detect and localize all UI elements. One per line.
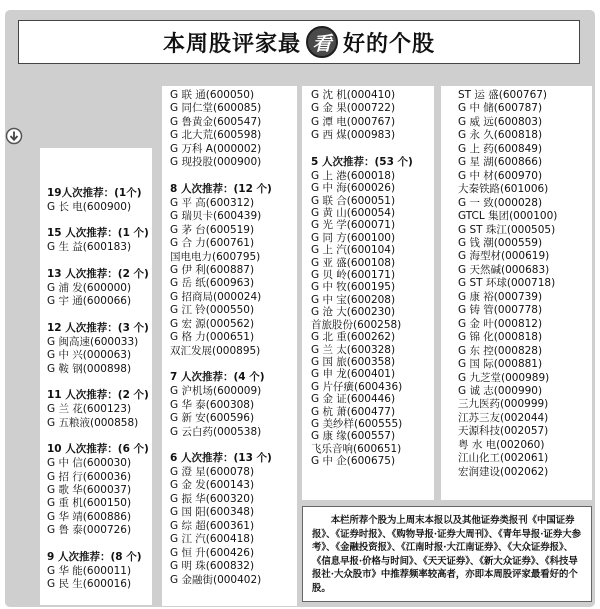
group-header: 12 人次推荐：(3 个) <box>47 321 149 334</box>
stock-item: 首旅股份(600258) <box>311 318 402 331</box>
page-title-prefix: 本周股评家最 <box>162 31 301 57</box>
stock-item: G 沪机场(600009) <box>170 385 262 398</box>
stock-item: G 五粮液(000858) <box>47 416 139 429</box>
stock-item: G 现投股(000900) <box>170 156 262 169</box>
stock-item: G 金融街(000402) <box>170 573 262 586</box>
stock-item: G 中 材(600970) <box>458 169 543 182</box>
stock-item: 江苏三友(002044) <box>458 411 549 424</box>
stock-item: G 新 安(600596) <box>170 412 255 425</box>
stock-item: 飞乐音响(600651) <box>311 442 402 455</box>
recommend-group <box>47 550 152 592</box>
stock-item: G 明 珠(600832) <box>170 560 255 573</box>
stock-item: G 鲁 泰(000726) <box>47 524 132 537</box>
stock-item: G 上 药(600849) <box>458 142 543 155</box>
stock-item: G 中 牧(600195) <box>311 281 396 294</box>
stock-item: G 北大荒(600598) <box>170 129 262 142</box>
stock-item: G 中 储(600787) <box>458 102 543 115</box>
stock-item: ST 运 盛(600767) <box>458 89 548 101</box>
stock-item: G 北 重(600262) <box>311 331 396 344</box>
stock-item: G 综 超(600361) <box>170 519 255 532</box>
recommend-group <box>170 89 297 170</box>
stock-item: G 沧 大(600230) <box>311 306 396 319</box>
group-header: 15 人次推荐：(1 个) <box>47 227 149 240</box>
group-header: 5 人次推荐：(53 个) <box>311 155 413 168</box>
group-header: 10 人次推荐：(6 个) <box>47 443 149 456</box>
stock-item: G 瑞贝卡(600439) <box>170 210 262 223</box>
title-banner <box>18 20 580 64</box>
stock-item: 国电电力(600795) <box>170 250 261 263</box>
stock-item: G 上 港(600018) <box>311 169 396 182</box>
stock-item: G 西 煤(000983) <box>311 129 396 142</box>
stock-item: G 永 久(600818) <box>458 129 543 142</box>
stock-item: G 威 远(600803) <box>458 115 543 128</box>
stock-item: G 同 方(600100) <box>311 231 396 244</box>
stock-item: G 浦 发(600000) <box>47 281 132 294</box>
stock-item: G 兰 太(600328) <box>311 343 396 356</box>
stock-item: G 光 学(600071) <box>311 219 396 232</box>
stock-item: G 中 宝(600208) <box>311 293 396 306</box>
stock-item: G 同仁堂(600085) <box>170 102 262 115</box>
stock-item: G 金 果(000722) <box>311 102 396 115</box>
recommend-group <box>47 388 152 430</box>
stock-item: G 一 致(000028) <box>458 196 543 209</box>
recommend-group <box>311 155 434 468</box>
stock-item: G 金 发(600143) <box>170 479 255 492</box>
stock-item: G 格 力(000651) <box>170 331 255 344</box>
group-header: 9 人次推荐：(8 个) <box>47 550 142 563</box>
stock-item: G 片仔癀(600436) <box>311 380 403 393</box>
stock-item: G 亚 盛(600108) <box>311 256 396 269</box>
stock-item: G ST 环球(000718) <box>458 277 556 290</box>
stock-item: G 平 高(600312) <box>170 196 255 209</box>
stock-item: G 华 能(600011) <box>47 564 132 577</box>
stock-item: G 康 缘(600557) <box>311 430 396 443</box>
stock-item: G 中 信(600030) <box>47 457 132 470</box>
recommend-group <box>170 370 297 439</box>
stock-item: G 生 益(600183) <box>47 241 132 254</box>
stock-item: 江山化工(002061) <box>458 452 549 465</box>
recommend-group <box>458 89 592 479</box>
stock-item: G 澄 星(600078) <box>170 465 255 478</box>
stock-item: G 伊 利(600887) <box>170 263 255 276</box>
stock-item: G 星 湖(600866) <box>458 156 543 169</box>
stock-item: G 歌 华(600037) <box>47 483 132 496</box>
stock-item: G 江 铃(000550) <box>170 304 255 317</box>
stock-item: G 沈 机(000410) <box>311 89 396 101</box>
stock-item: G 金 证(600446) <box>311 393 396 406</box>
stock-item: G 潭 电(000767) <box>311 115 396 128</box>
stock-item: 宏润建设(002062) <box>458 465 549 478</box>
stock-item: G 鲁黄金(600547) <box>170 115 262 128</box>
stock-item: G 铸 管(000778) <box>458 304 543 317</box>
column-2 <box>162 86 297 606</box>
stock-item: G 上 汽(600104) <box>311 244 396 257</box>
stock-item: G 重 机(600150) <box>47 497 132 510</box>
stock-item: G 联 通(600050) <box>170 89 255 101</box>
stock-item: 天源科技(002057) <box>458 425 549 438</box>
stock-item: G 康 裕(000739) <box>458 290 543 303</box>
stock-item: GTCL 集团(000100) <box>458 210 558 223</box>
stock-item: G 茅 台(600519) <box>170 223 255 236</box>
title-badge: 看 <box>306 26 338 58</box>
stock-item: 双汇发展(000895) <box>170 344 261 357</box>
stock-item: G 申 龙(600401) <box>311 368 396 381</box>
stock-item: G 中 企(600675) <box>311 455 396 468</box>
stock-item: G 江 汽(600418) <box>170 533 255 546</box>
group-header: 13 人次推荐：(2 个) <box>47 267 149 280</box>
recommend-group <box>170 451 297 587</box>
down-arrow-circle-icon <box>5 127 23 145</box>
stock-item: G 岳 纸(600963) <box>170 277 255 290</box>
stock-item: 大秦铁路(601006) <box>458 183 549 196</box>
stock-item: G 国 阳(600348) <box>170 506 255 519</box>
stock-item: 粤 水 电(002060) <box>458 438 545 451</box>
stock-item: 三九医药(000999) <box>458 398 549 411</box>
stock-item: G 国 旅(600358) <box>311 355 396 368</box>
stock-item: G 锦 化(000818) <box>458 331 543 344</box>
group-header: 11 人次推荐：(2 个) <box>47 389 149 402</box>
stock-item: G 联 合(600051) <box>311 194 396 207</box>
stock-item: G 万科 A(000002) <box>170 142 262 155</box>
stock-item: G 九芝堂(000989) <box>458 371 550 384</box>
recommend-group <box>47 442 152 538</box>
stock-item: G 诚 志(000990) <box>458 384 543 397</box>
stock-item: G 中 兴(000063) <box>47 349 132 362</box>
stock-item: G 民 生(600016) <box>47 578 132 591</box>
recommend-group <box>47 267 152 309</box>
stock-item: G 中 海(600026) <box>311 182 396 195</box>
stock-item: G 华 泰(600308) <box>170 398 255 411</box>
recommend-group <box>47 186 152 214</box>
stock-item: G 贝 岭(600171) <box>311 269 396 282</box>
group-header: 8 人次推荐：(12 个) <box>170 182 272 195</box>
column-3 <box>302 86 434 500</box>
stock-item: G 闽高速(600033) <box>47 335 139 348</box>
stock-item: G 宇 通(600066) <box>47 295 132 308</box>
stock-item: G 招 行(600036) <box>47 470 132 483</box>
stock-item: G 杭 萧(600477) <box>311 405 396 418</box>
group-header: 19人次推荐：(1个) <box>47 187 142 199</box>
stock-item: G 合 力(600761) <box>170 237 255 250</box>
stock-item: G 钱 潮(000559) <box>458 236 543 249</box>
stock-item: G 兰 花(600123) <box>47 403 132 416</box>
stock-item: G 振 华(600320) <box>170 492 255 505</box>
stock-item: G 华 靖(600886) <box>47 510 132 523</box>
stock-item: G 宏 源(000562) <box>170 317 255 330</box>
column-left <box>40 148 152 605</box>
stock-item: G 云白药(000538) <box>170 425 262 438</box>
stock-item: G ST 珠江(000505) <box>458 223 556 236</box>
recommend-group <box>47 226 152 254</box>
stock-item: G 黄 山(600054) <box>311 207 396 220</box>
recommend-group <box>170 182 297 358</box>
stock-item: G 天然碱(000683) <box>458 263 550 276</box>
recommend-group <box>311 89 434 143</box>
stock-item: G 长 电(600900) <box>47 201 132 213</box>
recommend-group <box>47 321 152 376</box>
group-header: 6 人次推荐：(13 个) <box>170 451 272 464</box>
source-note: 本栏所荐个股为上周末本报以及其他证券类报刊《中国证券报》、《证券时报》、《购物导报·证券大周刊》、《青年导报·证券大参考》、《金融投资报》、《江南时报·大江南证券》、《大众证券报》、《信息早报·价格与时间》、《天天证券》、《新大众证券》、《科技导报社·大众股市》中推荐频率较高者，亦即本周股评家最看好的个股。 <box>302 506 592 602</box>
column-4 <box>441 86 592 500</box>
stock-item: G 金 叶(000812) <box>458 317 543 330</box>
stock-item: G 鞍 钢(000898) <box>47 362 132 375</box>
stock-item: G 招商局(000024) <box>170 290 262 303</box>
stock-item: G 海型材(000619) <box>458 250 550 263</box>
group-header: 7 人次推荐：(4 个) <box>170 371 265 384</box>
page-title-suffix: 好的个股 <box>343 31 436 57</box>
stock-item: G 东 控(000828) <box>458 344 543 357</box>
stock-item: G 国 际(000881) <box>458 358 543 371</box>
stock-item: G 恒 升(600426) <box>170 546 255 559</box>
stock-item: G 美纱样(600555) <box>311 417 403 430</box>
